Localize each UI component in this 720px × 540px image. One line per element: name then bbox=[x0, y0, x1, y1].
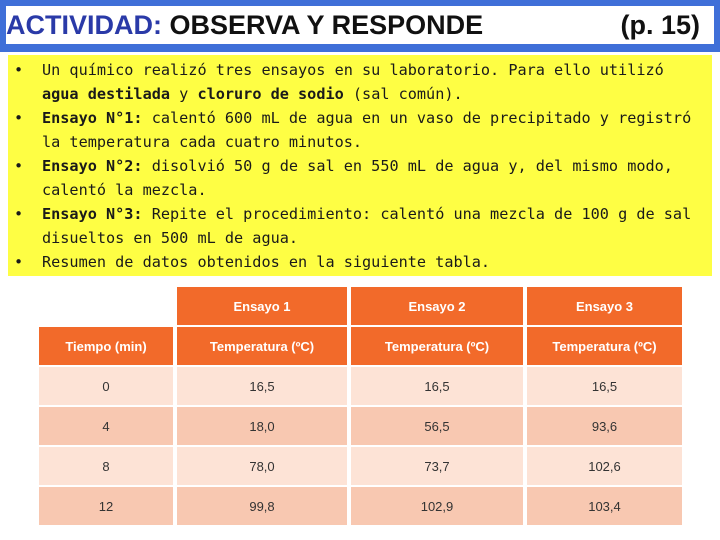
column-header-temp-1: Temperatura (ºC) bbox=[177, 327, 347, 365]
bullet-text: (sal común). bbox=[343, 85, 463, 103]
bullet-ensayo-3 bbox=[14, 202, 706, 250]
bullet-text: Resumen de datos obtenidos en la siguiente tabla. bbox=[42, 253, 491, 271]
table-cell: 16,5 bbox=[177, 367, 347, 405]
table-cell: 93,6 bbox=[527, 407, 682, 445]
table-row bbox=[39, 407, 682, 445]
column-header-time: Tiempo (min) bbox=[39, 327, 173, 365]
table-cell: 78,0 bbox=[177, 447, 347, 485]
bullet-ensayo-2 bbox=[14, 154, 706, 202]
group-header-row bbox=[39, 287, 682, 325]
title-bar bbox=[0, 0, 720, 52]
table-row bbox=[39, 487, 682, 525]
title-instruction: OBSERVA Y RESPONDE bbox=[169, 10, 484, 40]
bullet-bold: Ensayo N°3: bbox=[42, 205, 143, 223]
table-cell: 12 bbox=[39, 487, 173, 525]
table-cell: 16,5 bbox=[351, 367, 523, 405]
group-header-ensayo-3: Ensayo 3 bbox=[527, 287, 682, 325]
bullet-bold: Ensayo N°1: bbox=[42, 109, 143, 127]
slide-title bbox=[6, 6, 714, 44]
bullet-summary bbox=[14, 250, 706, 274]
table-row bbox=[39, 367, 682, 405]
data-table bbox=[35, 285, 686, 527]
table-cell: 103,4 bbox=[527, 487, 682, 525]
bullet-text: y bbox=[170, 85, 198, 103]
data-table-container bbox=[31, 283, 688, 540]
table-row bbox=[39, 447, 682, 485]
title-activity: ACTIVIDAD: bbox=[6, 10, 162, 40]
table-cell: 0 bbox=[39, 367, 173, 405]
bullet-text: calentó 600 mL de agua en un vaso de precipitado y registró la temperatura cada cuatro minutos. bbox=[42, 109, 692, 151]
table-cell: 8 bbox=[39, 447, 173, 485]
column-header-temp-3: Temperatura (ºC) bbox=[527, 327, 682, 365]
column-header-temp-2: Temperatura (ºC) bbox=[351, 327, 523, 365]
bullet-text: disolvió 50 g de sal en 550 mL de agua y, del mismo modo, calentó la mezcla. bbox=[42, 157, 673, 199]
group-header-ensayo-2: Ensayo 2 bbox=[351, 287, 523, 325]
bullet-ensayo-1 bbox=[14, 106, 706, 154]
table-cell: 4 bbox=[39, 407, 173, 445]
bullet-text: Repite el procedimiento: calentó una mezcla de 100 g de sal disueltos en 500 mL de agua. bbox=[42, 205, 692, 247]
bullet-bold: cloruro de sodio bbox=[197, 85, 344, 103]
group-header-ensayo-1: Ensayo 1 bbox=[177, 287, 347, 325]
table-cell: 16,5 bbox=[527, 367, 682, 405]
bullet-intro bbox=[14, 58, 706, 106]
title-page-ref: (p. 15) bbox=[620, 10, 700, 40]
table-cell: 99,8 bbox=[177, 487, 347, 525]
table-cell: 102,6 bbox=[527, 447, 682, 485]
bullet-list bbox=[14, 58, 706, 274]
table-cell: 56,5 bbox=[351, 407, 523, 445]
bullet-text: Un químico realizó tres ensayos en su laboratorio. Para ello utilizó bbox=[42, 61, 664, 79]
table-cell: 18,0 bbox=[177, 407, 347, 445]
bullet-bold: agua destilada bbox=[42, 85, 171, 103]
column-header-row bbox=[39, 327, 682, 365]
table-cell: 102,9 bbox=[351, 487, 523, 525]
table-cell: 73,7 bbox=[351, 447, 523, 485]
group-header-empty bbox=[39, 287, 173, 325]
bullet-bold: Ensayo N°2: bbox=[42, 157, 143, 175]
